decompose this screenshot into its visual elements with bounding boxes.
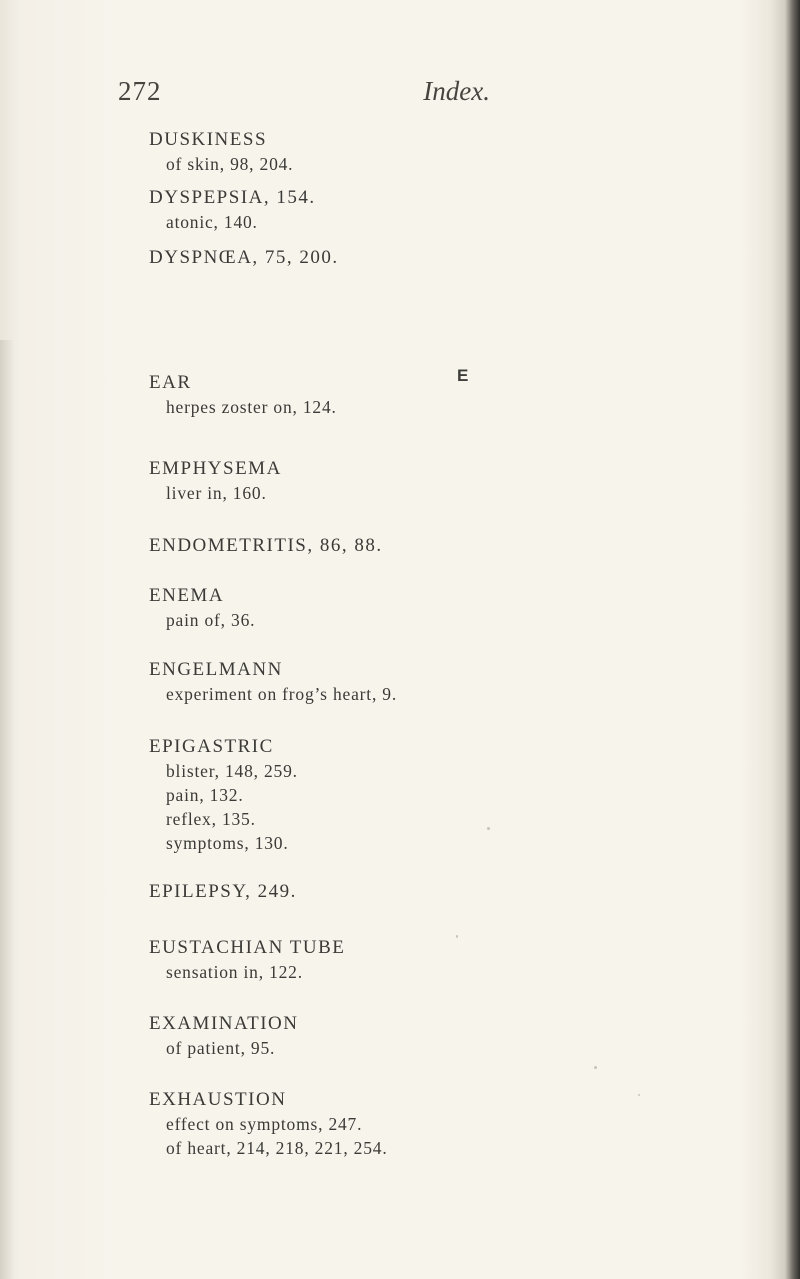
entry-subentry: of patient, 95. bbox=[166, 1038, 276, 1058]
index-entry bbox=[149, 186, 316, 234]
index-entry bbox=[149, 584, 255, 632]
index-entry bbox=[149, 658, 397, 706]
index-entry bbox=[149, 457, 282, 505]
paper-speck bbox=[594, 1066, 597, 1069]
section-letter: E bbox=[457, 366, 469, 385]
entry-heading: EXHAUSTION bbox=[149, 1089, 287, 1110]
entry-heading: DYSPNŒA, 75, 200. bbox=[149, 247, 339, 268]
entry-heading: EPIGASTRIC bbox=[149, 736, 274, 757]
entry-subentry: blister, 148, 259. bbox=[166, 761, 298, 781]
entry-subentry: of skin, 98, 204. bbox=[166, 154, 294, 174]
index-entry bbox=[149, 936, 345, 984]
entry-heading: ENEMA bbox=[149, 585, 225, 606]
running-title: Index. bbox=[423, 76, 490, 106]
entry-subentry: sensation in, 122. bbox=[166, 962, 303, 982]
entry-heading: EUSTACHIAN TUBE bbox=[149, 937, 346, 958]
entry-subentry: liver in, 160. bbox=[166, 483, 267, 503]
entry-subentry: herpes zoster on, 124. bbox=[166, 397, 337, 417]
entry-subentry: pain of, 36. bbox=[166, 610, 256, 630]
entry-heading: EPILEPSY, 249. bbox=[149, 881, 297, 902]
entry-subentry: of heart, 214, 218, 221, 254. bbox=[166, 1138, 388, 1158]
entry-heading: EXAMINATION bbox=[149, 1013, 299, 1034]
paper-speck bbox=[456, 935, 458, 938]
paper-speck bbox=[487, 827, 490, 830]
page-number: 272 bbox=[118, 76, 162, 106]
index-entry bbox=[149, 534, 383, 558]
entry-heading: ENGELMANN bbox=[149, 659, 283, 680]
entry-heading: ENDOMETRITIS, 86, 88. bbox=[149, 535, 383, 556]
index-entry bbox=[149, 880, 297, 904]
index-entry bbox=[149, 1012, 298, 1060]
entry-subentry: symptoms, 130. bbox=[166, 833, 289, 853]
entry-subentry: pain, 132. bbox=[166, 785, 244, 805]
index-entry bbox=[149, 735, 298, 855]
page-header bbox=[118, 76, 490, 116]
binding-shadow bbox=[0, 340, 14, 1279]
index-entry bbox=[149, 246, 339, 270]
entry-subentry: experiment on frog’s heart, 9. bbox=[166, 684, 398, 704]
index-entry bbox=[149, 371, 337, 419]
entry-heading: DYSPEPSIA, 154. bbox=[149, 187, 316, 208]
entry-heading: EMPHYSEMA bbox=[149, 458, 282, 479]
entry-subentry: reflex, 135. bbox=[166, 809, 256, 829]
entry-subentry: atonic, 140. bbox=[166, 212, 258, 232]
entry-subentry: effect on symptoms, 247. bbox=[166, 1114, 363, 1134]
entry-heading: DUSKINESS bbox=[149, 129, 268, 150]
entry-heading: EAR bbox=[149, 372, 192, 393]
index-entry bbox=[149, 1088, 388, 1160]
index-entry bbox=[149, 128, 293, 176]
paper-speck bbox=[638, 1094, 640, 1096]
